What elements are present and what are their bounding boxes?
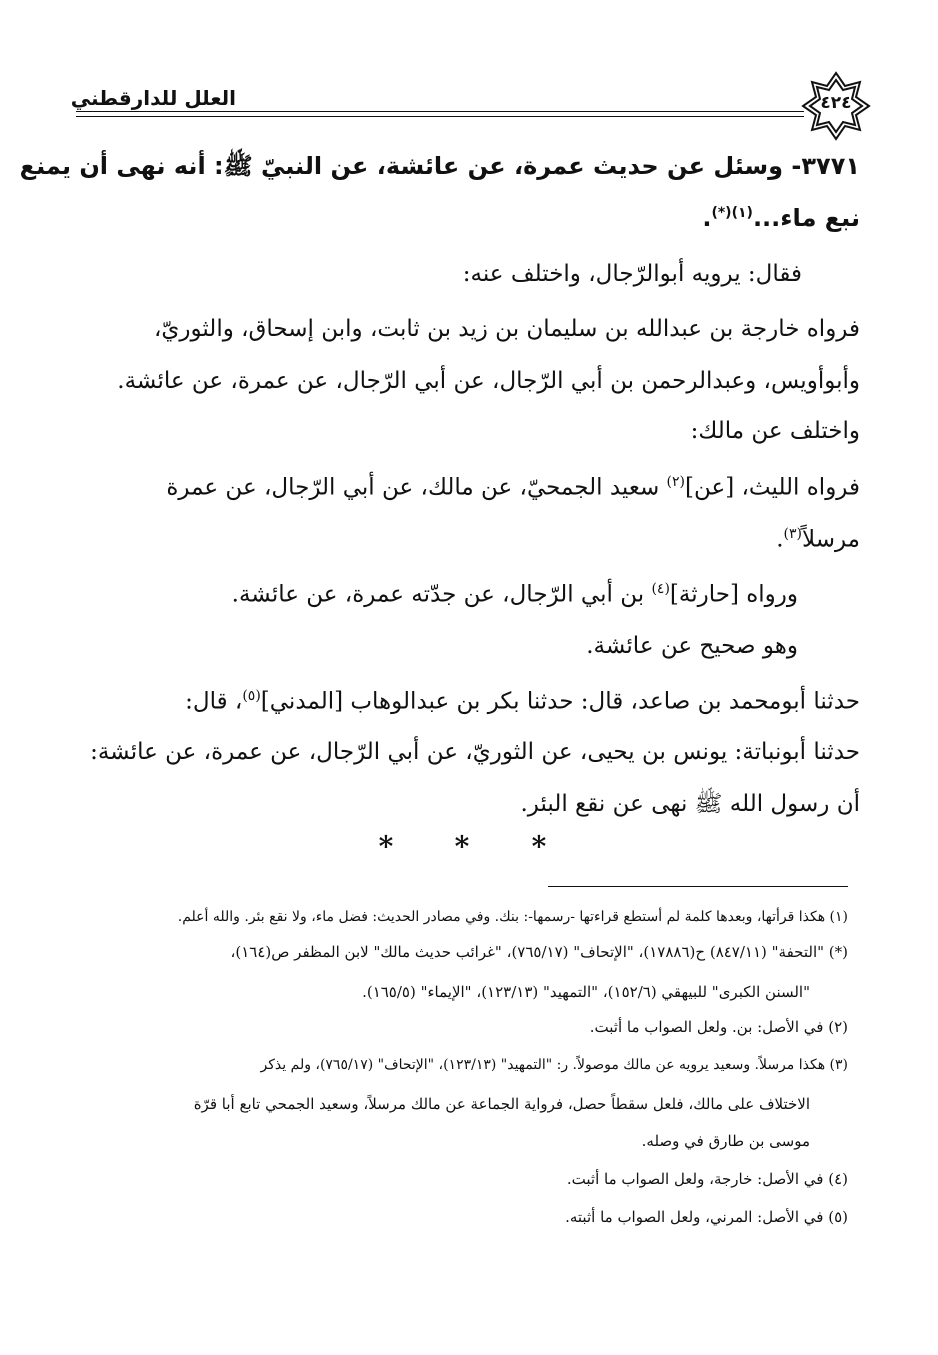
hadith-heading-text: نبع ماء... (752, 204, 860, 232)
footnote-2: (٢) في الأصل: بن. ولعل الصواب ما أثبت. (589, 1018, 848, 1036)
footnote-ref: (٥) (242, 688, 261, 704)
header-rule (76, 116, 804, 117)
footnote-ref: (٤) (651, 581, 670, 597)
hadith-heading-line-1: ٣٧٧١- وسئل عن حديث عمرة، عن عائشة، عن النبيّ ﷺ: أنه نهى أن يمنع (19, 152, 860, 180)
layth-mursal: مرسلاً (801, 526, 860, 553)
footnote-ref: (٢) (666, 474, 685, 490)
footnote-1: (١) هكذا قرأتها، وبعدها كلمة لم أستطع قراءتها -رسمها-: بنك. وفي مصادر الحديث: فضل ماء، ولا نقع بئر. والله أعلم. (177, 909, 848, 925)
paragraph-ikhtalaf: واختلف عن مالك: (690, 418, 860, 444)
paragraph-layth-line-2 (776, 527, 860, 552)
paragraph-haritha (232, 582, 798, 607)
paragraph-layth-line-1 (166, 475, 860, 500)
footnote-star-line-2: "السنن الكبرى" للبيهقي (١٥٢/٦)، "التمهيد" (١٢٣/١٣)، "الإيماء" (١٦٥/٥). (362, 983, 810, 1001)
divider-star: * (531, 830, 547, 863)
footnote-3-line-3: موسى بن طارق في وصله. (641, 1132, 810, 1150)
footnote-3-line-1: (٣) هكذا مرسلاً. وسعيد يرويه عن مالك موصولاً. ر: "التمهيد" (١٢٣/١٣)، "الإتحاف" (٧٦٥/١٧)، ولم يذكر (260, 1057, 848, 1073)
header-rule (76, 111, 804, 112)
haritha-text-a: ورواه [حارثة] (669, 581, 798, 608)
layth-text-a: فرواه الليث، [عن] (685, 474, 860, 501)
hadith-heading-line-2 (702, 206, 860, 230)
paragraph-rawah-line-1: فرواه خارجة بن عبدالله بن سليمان بن زيد بن ثابت، وابن إسحاق، والثوريّ، (153, 316, 860, 342)
footnote-ref: (١)(*) (711, 205, 753, 221)
footnote-star-line-1: (*) "التحفة" (٨٤٧/١١) ح(١٧٨٨٦)، "الإتحاف" (٧٦٥/١٧)، "غرائب حديث مالك" لابن المظفر ص(١٦٤)، (230, 943, 848, 961)
footnote-5: (٥) في الأصل: المرني، ولعل الصواب ما أثبته. (565, 1208, 848, 1226)
isnad-text-b: ، قال: (185, 688, 243, 715)
hadith-heading-end: . (702, 204, 712, 232)
paragraph-sahih: وهو صحيح عن عائشة. (586, 633, 798, 659)
paragraph-isnad-line-3: أن رسول الله ﷺ نهى عن نقع البئر. (520, 791, 860, 817)
haritha-text-b: بن أبي الرّجال، عن جدّته عمرة، عن عائشة. (231, 581, 652, 608)
paragraph-isnad-line-2: حدثنا أبونباتة: يونس بن يحيى، عن الثوريّ، عن أبي الرّجال، عن عمرة، عن عائشة: (90, 739, 860, 765)
footnote-3-line-2: الاختلاف على مالك، فلعل سقطاً حصل، فرواية الجماعة عن مالك مرسلاً، وسعيد الجمحي تابع أبا قرّة (193, 1095, 810, 1113)
divider-star: * (378, 830, 394, 863)
paragraph-faqala: فقال: يرويه أبوالرّجال، واختلف عنه: (462, 261, 802, 287)
running-header-title: العلل للدارقطني (70, 86, 236, 110)
page-number: ٤٢٤ (820, 93, 852, 113)
footnote-ref: (٣) (783, 526, 802, 542)
paragraph-rawah-line-2: وأبوأويس، وعبدالرحمن بن أبي الرّجال، عن أبي الرّجال، عن عمرة، عن عائشة. (117, 368, 860, 394)
layth-text-b: سعيد الجمحيّ، عن مالك، عن أبي الرّجال، عن عمرة (166, 474, 667, 501)
footnote-separator (548, 886, 848, 887)
layth-end: . (776, 526, 784, 553)
isnad-text-a: حدثنا أبومحمد بن صاعد، قال: حدثنا بكر بن عبدالوهاب [المدني] (260, 688, 860, 715)
paragraph-isnad-line-1 (185, 689, 860, 714)
divider-star: * (454, 830, 470, 863)
footnote-4: (٤) في الأصل: خارجة، ولعل الصواب ما أثبت. (566, 1170, 848, 1188)
